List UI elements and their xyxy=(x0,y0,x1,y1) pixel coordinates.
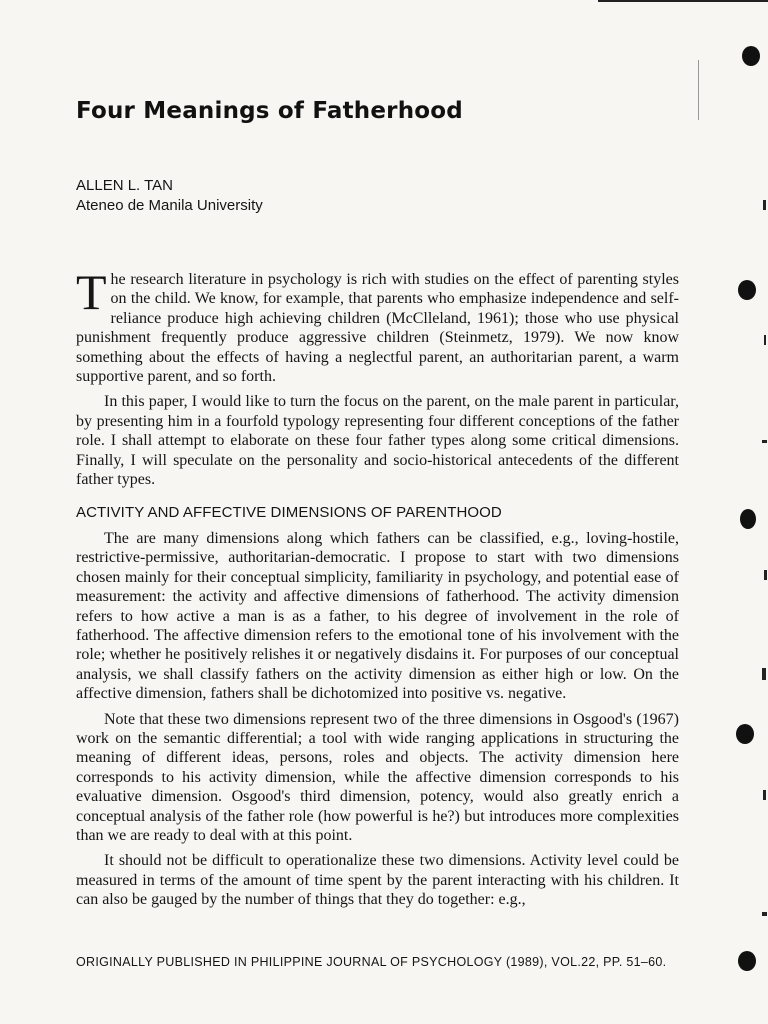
scan-top-rule xyxy=(598,0,768,2)
punch-hole-mark xyxy=(740,509,756,529)
publication-footer: ORIGINALLY PUBLISHED IN PHILIPPINE JOURNAL OF PSYCHOLOGY (1989), VOL.22, PP. 51–60. xyxy=(76,955,667,969)
paragraph: It should not be difficult to operationalize these two dimensions. Activity level could be measured in terms of the amount of time spent by the parent interacting with his children. It can also be gauged by the number of things that they do together: e.g., xyxy=(76,852,679,909)
paragraph-text: he research literature in psychology is rich with studies on the effect of parenting styles on the child. We know, for example, that parents who emphasize independence and self-reliance produce high achieving children (McClleland, 1961); those who use physical punishment frequently produce aggressive children (Steinmetz, 1979). We now know something about the effects of having a neglectful parent, an authoritarian parent, a warm supportive parent, and so forth. xyxy=(76,271,679,386)
author-affiliation: Ateneo de Manila University xyxy=(76,197,263,214)
article-body xyxy=(76,264,679,916)
author-block xyxy=(76,176,263,216)
scan-edge-mark xyxy=(762,440,767,443)
paragraph: In this paper, I would like to turn the focus on the parent, on the male parent in particular, by presenting him in a fourfold typology representing four different conceptions of the father role. I shall attempt to elaborate on these four father types along some critical dimensions. Finally, I will speculate on the personality and socio-historical antecedents of the different father types. xyxy=(76,393,679,489)
scan-edge-mark xyxy=(764,570,767,580)
scan-edge-mark xyxy=(762,668,766,680)
scan-edge-mark xyxy=(763,200,766,210)
punch-hole-mark xyxy=(736,724,754,744)
scan-edge-mark xyxy=(764,335,766,345)
paragraph: The are many dimensions along which fathers can be classified, e.g., loving-hostile, restrictive-permissive, authoritarian-democratic. I propose to start with two dimensions chosen mainly for their conceptual simplicity, familiarity in psychology, and potential ease of measurement: the activity and affective dimensions of fatherhood. The activity dimension refers to how active a man is as a father, to his degree of involvement in the role of fatherhood. The affective dimension refers to the emotional tone of his involvement with the role; whether he positively relishes it or negatively disdains it. For purposes of our conceptual analysis, we shall classify fathers on the activity dimension as either high or low. On the affective dimension, fathers shall be dichotomized into positive vs. negative. xyxy=(76,529,679,703)
section-heading: ACTIVITY AND AFFECTIVE DIMENSIONS OF PARENTHOOD xyxy=(76,504,502,522)
scan-edge-mark xyxy=(762,912,767,916)
paragraph xyxy=(76,264,679,386)
punch-hole-mark xyxy=(738,280,756,300)
punch-hole-mark xyxy=(742,46,760,66)
author-name: ALLEN L. TAN xyxy=(76,177,173,194)
punch-hole-mark xyxy=(738,951,756,971)
scan-edge-mark xyxy=(763,790,766,800)
scan-edge-mark xyxy=(698,60,699,120)
drop-cap: T xyxy=(76,264,107,320)
article-title: Four Meanings of Fatherhood xyxy=(76,98,463,124)
paragraph: Note that these two dimensions represent two of the three dimensions in Osgood's (1967) work on the semantic differential; a tool with wide ranging applications in structuring the meaning of different ideas, persons, roles and objects. The activity dimension here corresponds to his activity dimension, while the affective dimension corresponds to his evaluative dimension. Osgood's third dimension, potency, would also greatly enrich a conceptual analysis of the father role (how powerful is he?) but introduces more complexities than we are ready to deal with at this point. xyxy=(76,710,679,844)
